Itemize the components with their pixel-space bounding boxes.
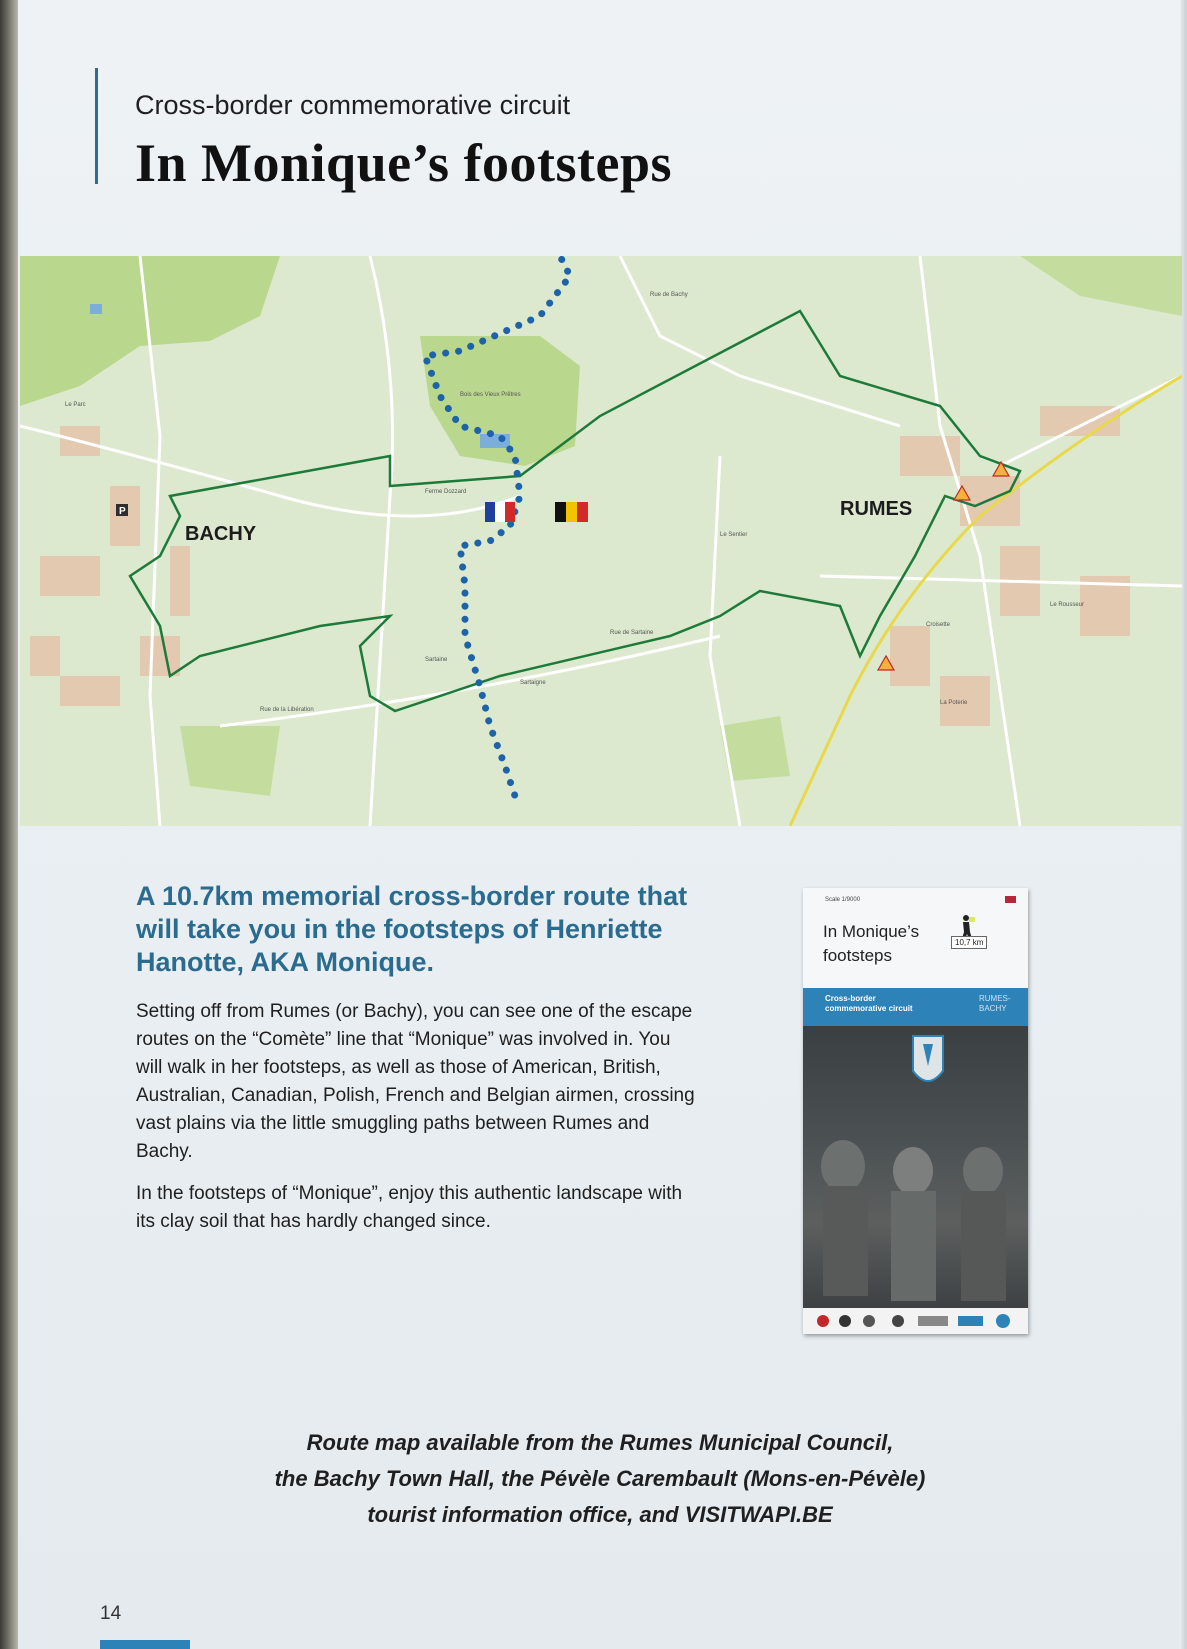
lead-paragraph: A 10.7km memorial cross-border route that will take you in the footsteps of Henriette Hanotte, AKA Monique. (136, 881, 688, 977)
town-label-rumes: RUMES (840, 498, 913, 520)
brochure-cover (803, 888, 1028, 1334)
availability-line-1: Route map available from the Rumes Municipal Council, (306, 1430, 894, 1455)
pond (480, 434, 510, 448)
route-map-svg (20, 256, 1182, 826)
page-title: In Monique’s footsteps (135, 133, 673, 193)
brochure-band-place (979, 994, 1011, 1014)
partner-logos-icon (803, 1308, 1028, 1334)
place-label: Rue de Sartaine (610, 630, 654, 636)
pond (90, 304, 102, 314)
brochure-scale: Scale 1/9000 (825, 897, 861, 903)
brochure-photo (803, 1026, 1028, 1308)
brochure-logos (803, 1308, 1028, 1334)
brochure-distance-badge: 10,7 km (951, 936, 987, 949)
svg-text:P: P (119, 506, 126, 517)
place-label: Sartaine (425, 657, 448, 663)
brochure-place-line1: RUMES- (979, 994, 1011, 1003)
flag-france (485, 502, 515, 522)
place-label: Le Parc (65, 402, 86, 408)
brochure-place-line2: BACHY (979, 1004, 1007, 1013)
page-number: 14 (100, 1603, 122, 1624)
place-label: Croisette (926, 622, 951, 628)
body-paragraph-1: Setting off from Rumes (or Bachy), you can see one of the escape routes on the “Comète” line that “Monique” was involved in. You will walk in her footsteps, as well as those of American, British, Australian, Canadian, Polish, French and Belgian airmen, crossing vast plains via the little smuggling paths between Rumes and Bachy. (136, 1001, 695, 1162)
page-kicker: Cross-border commemorative circuit (135, 90, 571, 120)
place-label: La Poterie (940, 700, 968, 706)
brochure-band-line1: Cross-border (825, 994, 876, 1003)
brochure-band-line2: commemorative circuit (825, 1004, 913, 1013)
flag-belgium (555, 502, 588, 522)
brochure-photo-art (803, 1026, 1028, 1308)
brochure-title-line1: In Monique’s (823, 922, 920, 941)
route-map (20, 256, 1182, 826)
binding-edge (0, 0, 18, 1649)
parking-icon (116, 504, 128, 517)
title-accent-bar (95, 68, 98, 184)
brochure-title-line2: footsteps (823, 946, 892, 965)
body-paragraph-2: In the footsteps of “Monique”, enjoy this authentic landscape with its clay soil that has hardly changed since. (136, 1183, 683, 1232)
place-label: Ferme Dozzard (425, 489, 467, 495)
availability-note (160, 1425, 1040, 1533)
town-label-bachy: BACHY (185, 523, 257, 545)
body-text (136, 998, 696, 1250)
place-label: Le Rousseur (1050, 602, 1085, 608)
uk-flag-icon (1005, 896, 1016, 903)
availability-line-3: tourist information office, and VISITWAPI.BE (367, 1502, 833, 1527)
page-tab (100, 1640, 190, 1649)
brochure-title (823, 920, 919, 968)
place-label: Sartaigne (520, 680, 546, 686)
place-label: Le Sentier (720, 532, 748, 538)
brochure-band-text (825, 994, 913, 1014)
place-label: Bois des Vieux Prêtres (460, 392, 521, 398)
availability-line-2: the Bachy Town Hall, the Pévèle Carembault (Mons-en-Pévèle) (274, 1466, 926, 1491)
place-label: Rue de la Libération (260, 707, 314, 713)
field-patch (180, 726, 280, 796)
place-label: Rue de Bachy (650, 292, 688, 298)
